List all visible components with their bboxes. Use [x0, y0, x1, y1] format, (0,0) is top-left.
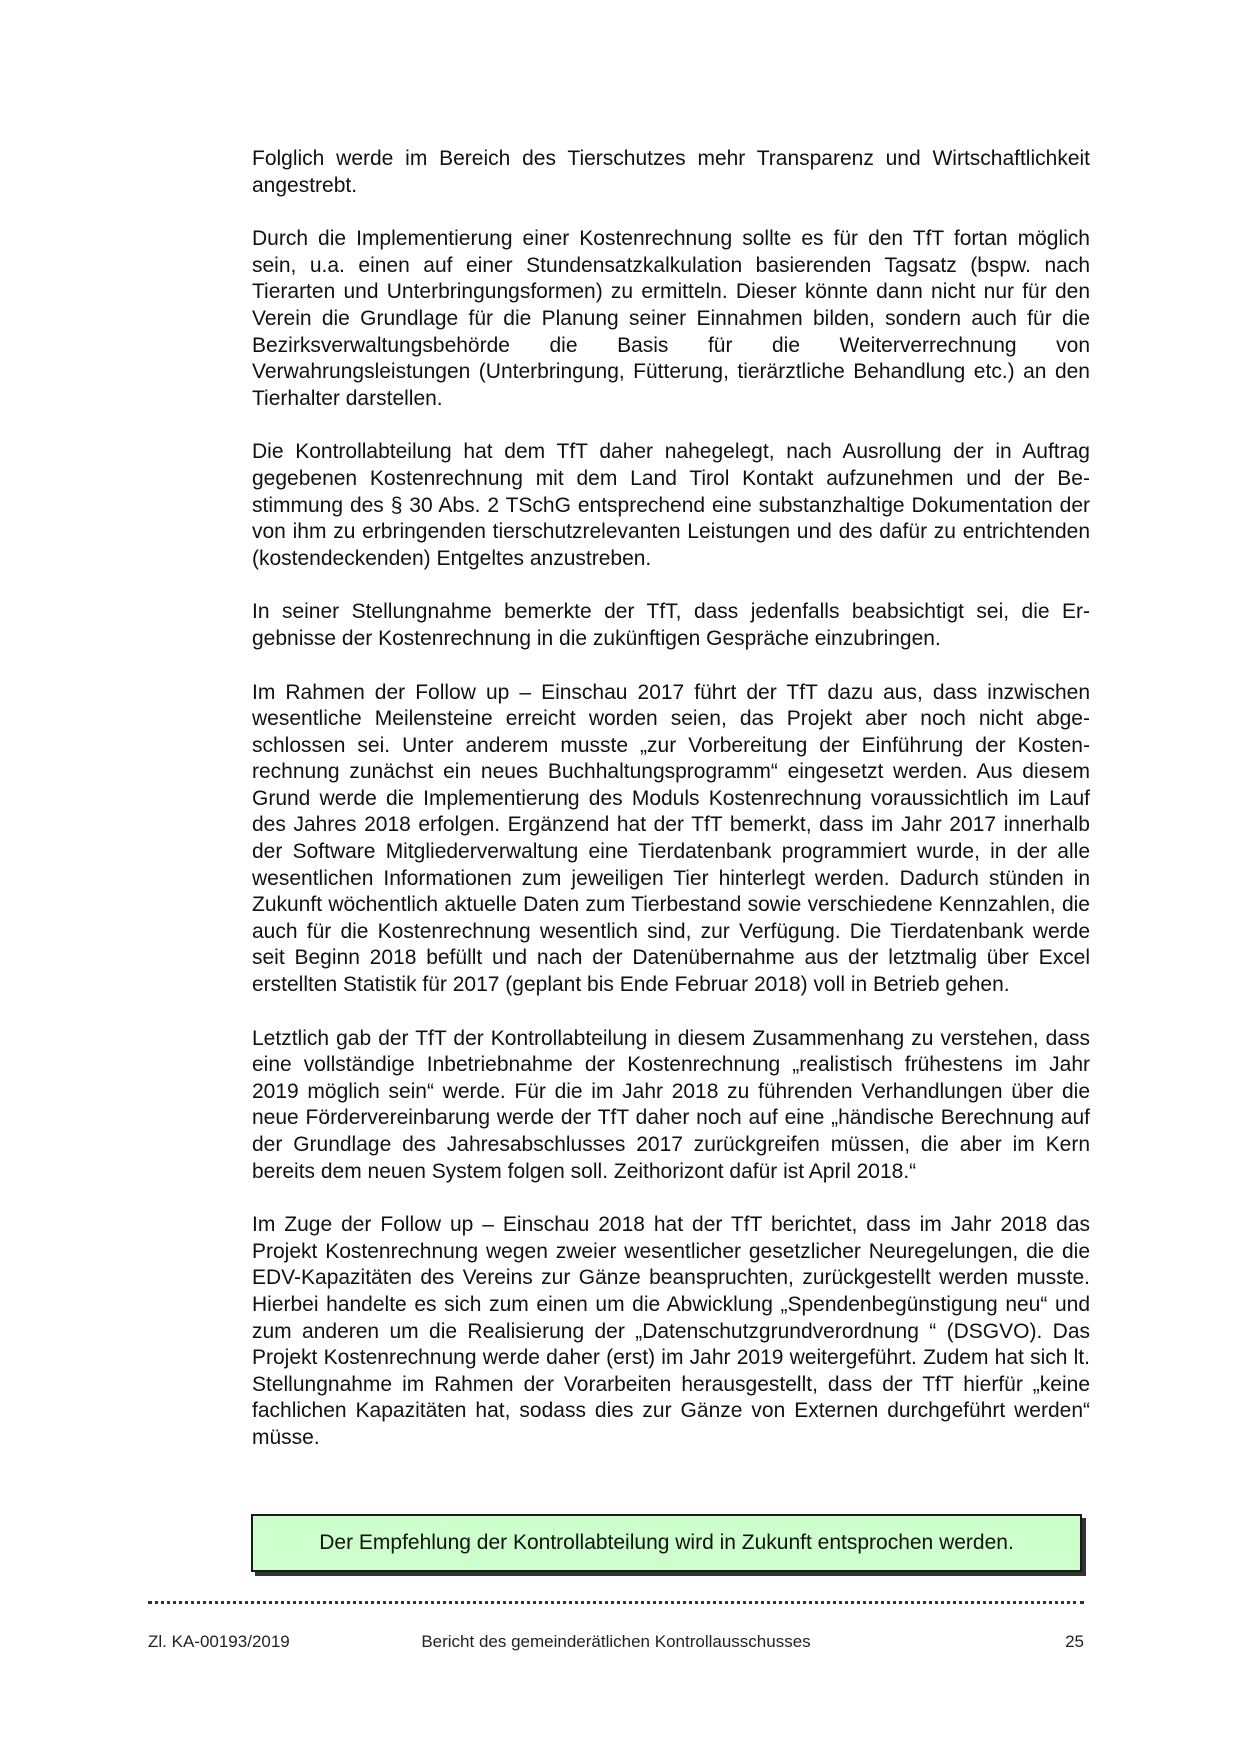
paragraph-5: Im Rahmen der Follow up – Einschau 2017 führt der TfT dazu aus, dass inzwischen wesentliche Meilensteine erreicht worden seien, das Projekt aber noch nicht abgeschlossen sei. Unter anderem musste „zur Vorbereitung der Einführung der Kostenrechnung zunächst ein neues Buchhaltungsprogramm“ eingesetzt werden. Aus diesem Grund werde die Implementierung des Moduls Kostenrechnung voraussichtlich im Lauf des Jahres 2018 erfolgen. Ergänzend hat der TfT bemerkt, dass im Jahr 2017 innerhalb der Software Mitgliederverwaltung eine Tierdatenbank programmiert wurde, in der alle wesentlichen Informationen zum jeweiligen Tier hinterlegt werden. Dadurch stünden in Zukunft wöchentlich aktuelle Daten zum Tierbestand sowie verschiedene Kennzahlen, die auch für die Kostenrechnung wesentlich sind, zur Verfügung. Die Tierdatenbank werde seit Beginn 2018 befüllt und nach der Datenübernahme aus der letztmalig über Excel erstellten Statistik für 2017 (geplant bis Ende Februar 2018) voll in Betrieb gehen.	[252, 680, 1090, 997]
paragraph-1: Folglich werde im Bereich des Tierschutzes mehr Transparenz und Wirtschaftlichkeit angestrebt.	[252, 147, 1090, 197]
footer-divider	[148, 1601, 1084, 1604]
paragraph-4: In seiner Stellungnahme bemerkte der TfT, dass jedenfalls beabsichtigt sei, die Ergebnisse der Kostenrechnung in die zukünftigen Gespräche einzubringen.	[252, 600, 1090, 650]
body-text	[252, 146, 1090, 1479]
footer-reference: Zl. KA-00193/2019	[148, 1632, 290, 1651]
paragraph-7: Im Zuge der Follow up – Einschau 2018 hat der TfT berichtet, dass im Jahr 2018 das Projekt Kostenrechnung wegen zweier wesentlicher gesetzlicher Neuregelungen, die die EDV-Kapazitäten des Vereins zur Gänze beanspruchten, zurückgestellt werden musste. Hierbei handelte es sich zum einen um die Abwicklung „Spendenbegünstigung neu“ und zum anderen um die Realisierung der „Datenschutzgrundverordnung “ (DSGVO). Das Projekt Kostenrechnung werde daher (erst) im Jahr 2019 weitergeführt. Zudem hat sich lt. Stellungnahme im Rahmen der Vorarbeiten herausgestellt, dass der TfT hierfür „keine fachlichen Kapazitäten hat, sodass dies zur Gänze von Externen durchgeführt werden“ müsse.	[252, 1213, 1090, 1449]
recommendation-text: Der Empfehlung der Kontrollabteilung wird in Zukunft entsprochen werden.	[319, 1531, 1014, 1554]
recommendation-box	[251, 1514, 1082, 1572]
paragraph-3: Die Kontrollabteilung hat dem TfT daher nahegelegt, nach Ausrollung der in Auftrag gegebenen Kostenrechnung mit dem Land Tirol Kontakt aufzunehmen und der Bestimmung des § 30 Abs. 2 TSchG entsprechend eine substanzhaltige Dokumentation der von ihm zu erbringenden tierschutzrelevanten Leistungen und des dafür zu entrichtenden (kostendeckenden) Entgeltes anzustreben.	[252, 440, 1090, 570]
paragraph-2: Durch die Implementierung einer Kostenrechnung sollte es für den TfT fortan möglich sein, u.a. einen auf einer Stundensatzkalkulation basierenden Tagsatz (bspw. nach Tierarten und Unterbringungsformen) zu ermitteln. Dieser könnte dann nicht nur für den Verein die Grundlage für die Planung seiner Einnahmen bilden, sondern auch für die Bezirksverwaltungsbehörde die Basis für die Weiterverrechnung von Verwahrungsleistungen (Unterbringung, Fütterung, tierärztliche Behandlung etc.) an den Tierhalter darstellen.	[252, 227, 1090, 410]
page-footer	[148, 1632, 1084, 1654]
footer-title: Bericht des gemeinderätlichen Kontrollausschusses	[421, 1632, 811, 1651]
page-number: 25	[1065, 1632, 1084, 1651]
paragraph-6: Letztlich gab der TfT der Kontrollabteilung in diesem Zusammenhang zu verstehen, dass eine vollständige Inbetriebnahme der Kostenrechnung „realistisch frühestens im Jahr 2019 möglich sein“ werde. Für die im Jahr 2018 zu führenden Verhandlungen über die neue Fördervereinbarung werde der TfT daher noch auf eine „händische Berechnung auf der Grundlage des Jahresabschlusses 2017 zurückgreifen müssen, die aber im Kern bereits dem neuen System folgen soll. Zeithorizont dafür ist April 2018.“	[252, 1026, 1090, 1183]
